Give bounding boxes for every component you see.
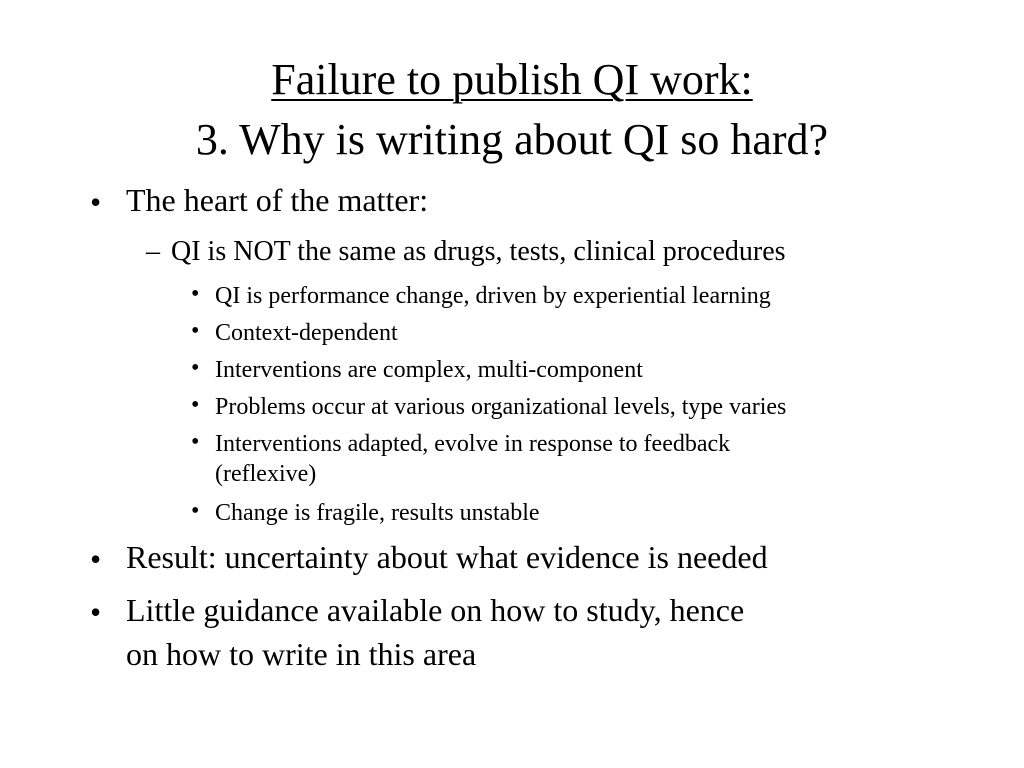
title-line-1: Failure to publish QI work: — [271, 55, 753, 104]
title-line-2: 3. Why is writing about QI so hard? — [195, 115, 829, 164]
bullet-dot-icon: • — [90, 184, 102, 220]
sub-sub-bullet-text: Problems occur at various organizational levels, type varies — [215, 394, 787, 420]
sub-sub-bullet-text-continued: (reflexive) — [215, 461, 317, 487]
bullet-dot-icon: • — [90, 594, 102, 630]
bullet-dot-icon: • — [191, 392, 200, 418]
sub-sub-bullet-text: Interventions are complex, multi-component — [215, 357, 643, 383]
bullet-dot-icon: • — [90, 541, 102, 577]
sub-sub-bullet-text: Context-dependent — [215, 320, 398, 346]
bullet-text: Result: uncertainty about what evidence is needed — [126, 539, 768, 575]
bullet-dot-icon: • — [191, 429, 200, 455]
sub-sub-bullet-text: Interventions adapted, evolve in response to feedback — [215, 431, 731, 457]
bullet-dot-icon: • — [191, 318, 200, 344]
sub-sub-bullet-text: Change is fragile, results unstable — [215, 500, 540, 526]
bullet-text: Little guidance available on how to study, hence — [126, 592, 745, 628]
sub-sub-bullet-text: QI is performance change, driven by experiential learning — [215, 283, 771, 309]
dash-icon: – — [146, 236, 160, 267]
bullet-dot-icon: • — [191, 281, 200, 307]
bullet-text: The heart of the matter: — [126, 182, 429, 218]
bullet-text-continued: on how to write in this area — [126, 636, 477, 672]
sub-bullet-text: QI is NOT the same as drugs, tests, clinical procedures — [171, 236, 786, 267]
bullet-dot-icon: • — [191, 355, 200, 381]
bullet-dot-icon: • — [191, 498, 200, 524]
